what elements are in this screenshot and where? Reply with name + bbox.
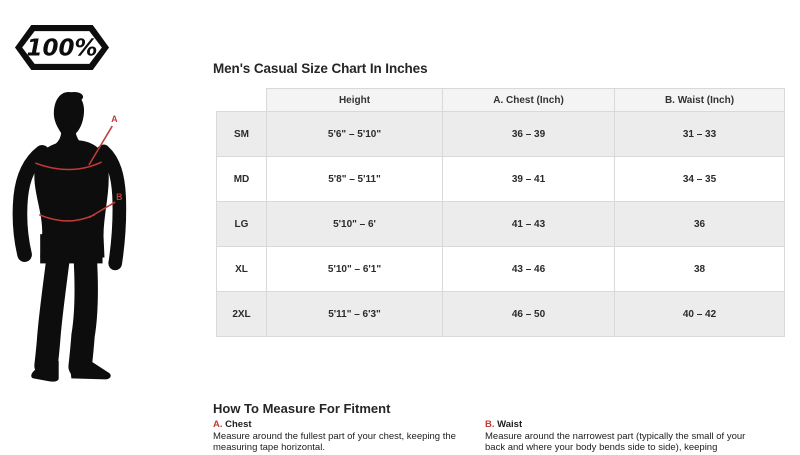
chest-marker: A. — [213, 419, 223, 430]
waist-cell: 36 — [615, 202, 785, 247]
waist-instruction-text: Measure around the narrowest part (typically the small of your back and where your body bends side to side), keeping — [485, 431, 746, 454]
chest-cell: 46 – 50 — [443, 292, 615, 337]
person-silhouette-icon — [6, 90, 164, 392]
table-row-xl — [217, 247, 785, 292]
waist-title-text: Waist — [497, 419, 523, 430]
height-cell: 5'6" – 5'10" — [267, 112, 443, 157]
height-cell: 5'11" – 6'3" — [267, 292, 443, 337]
chest-cell: 43 – 46 — [443, 247, 615, 292]
column-header-waist: B. Waist (Inch) — [615, 89, 785, 112]
logo-text: 100% — [26, 35, 98, 62]
table-row-lg — [217, 202, 785, 247]
size-cell: SM — [217, 112, 267, 157]
waist-instruction — [485, 419, 753, 454]
waist-marker: B. — [485, 419, 495, 430]
chest-cell: 41 – 43 — [443, 202, 615, 247]
corner-cell — [217, 89, 267, 112]
table-row-sm — [217, 112, 785, 157]
column-header-height: Height — [267, 89, 443, 112]
size-chart-table — [216, 88, 785, 337]
waist-cell: 40 – 42 — [615, 292, 785, 337]
waist-cell: 38 — [615, 247, 785, 292]
table-header-row — [217, 89, 785, 112]
how-to-measure-heading: How To Measure For Fitment — [213, 401, 391, 416]
chest-title-text: Chest — [225, 419, 252, 430]
height-cell: 5'10" – 6'1" — [267, 247, 443, 292]
hundred-percent-logo-icon — [14, 20, 110, 75]
chest-instruction-text: Measure around the fullest part of your chest, keeping the measuring tape horizontal. — [213, 431, 456, 454]
size-cell: 2XL — [217, 292, 267, 337]
column-header-chest: A. Chest (Inch) — [443, 89, 615, 112]
size-cell: XL — [217, 247, 267, 292]
size-cell: LG — [217, 202, 267, 247]
chest-instruction-title — [213, 419, 481, 430]
waist-cell: 34 – 35 — [615, 157, 785, 202]
height-cell: 5'10" – 6' — [267, 202, 443, 247]
waist-label: B — [116, 192, 123, 203]
chest-label: A — [111, 114, 118, 125]
waist-cell: 31 – 33 — [615, 112, 785, 157]
brand-logo — [14, 20, 110, 75]
table-row-md — [217, 157, 785, 202]
page-title: Men's Casual Size Chart In Inches — [213, 61, 428, 76]
size-cell: MD — [217, 157, 267, 202]
chest-cell: 36 – 39 — [443, 112, 615, 157]
chest-cell: 39 – 41 — [443, 157, 615, 202]
chest-instruction — [213, 419, 481, 454]
measurement-diagram — [6, 90, 164, 392]
height-cell: 5'8" – 5'11" — [267, 157, 443, 202]
waist-instruction-title — [485, 419, 753, 430]
table-row-2xl — [217, 292, 785, 337]
